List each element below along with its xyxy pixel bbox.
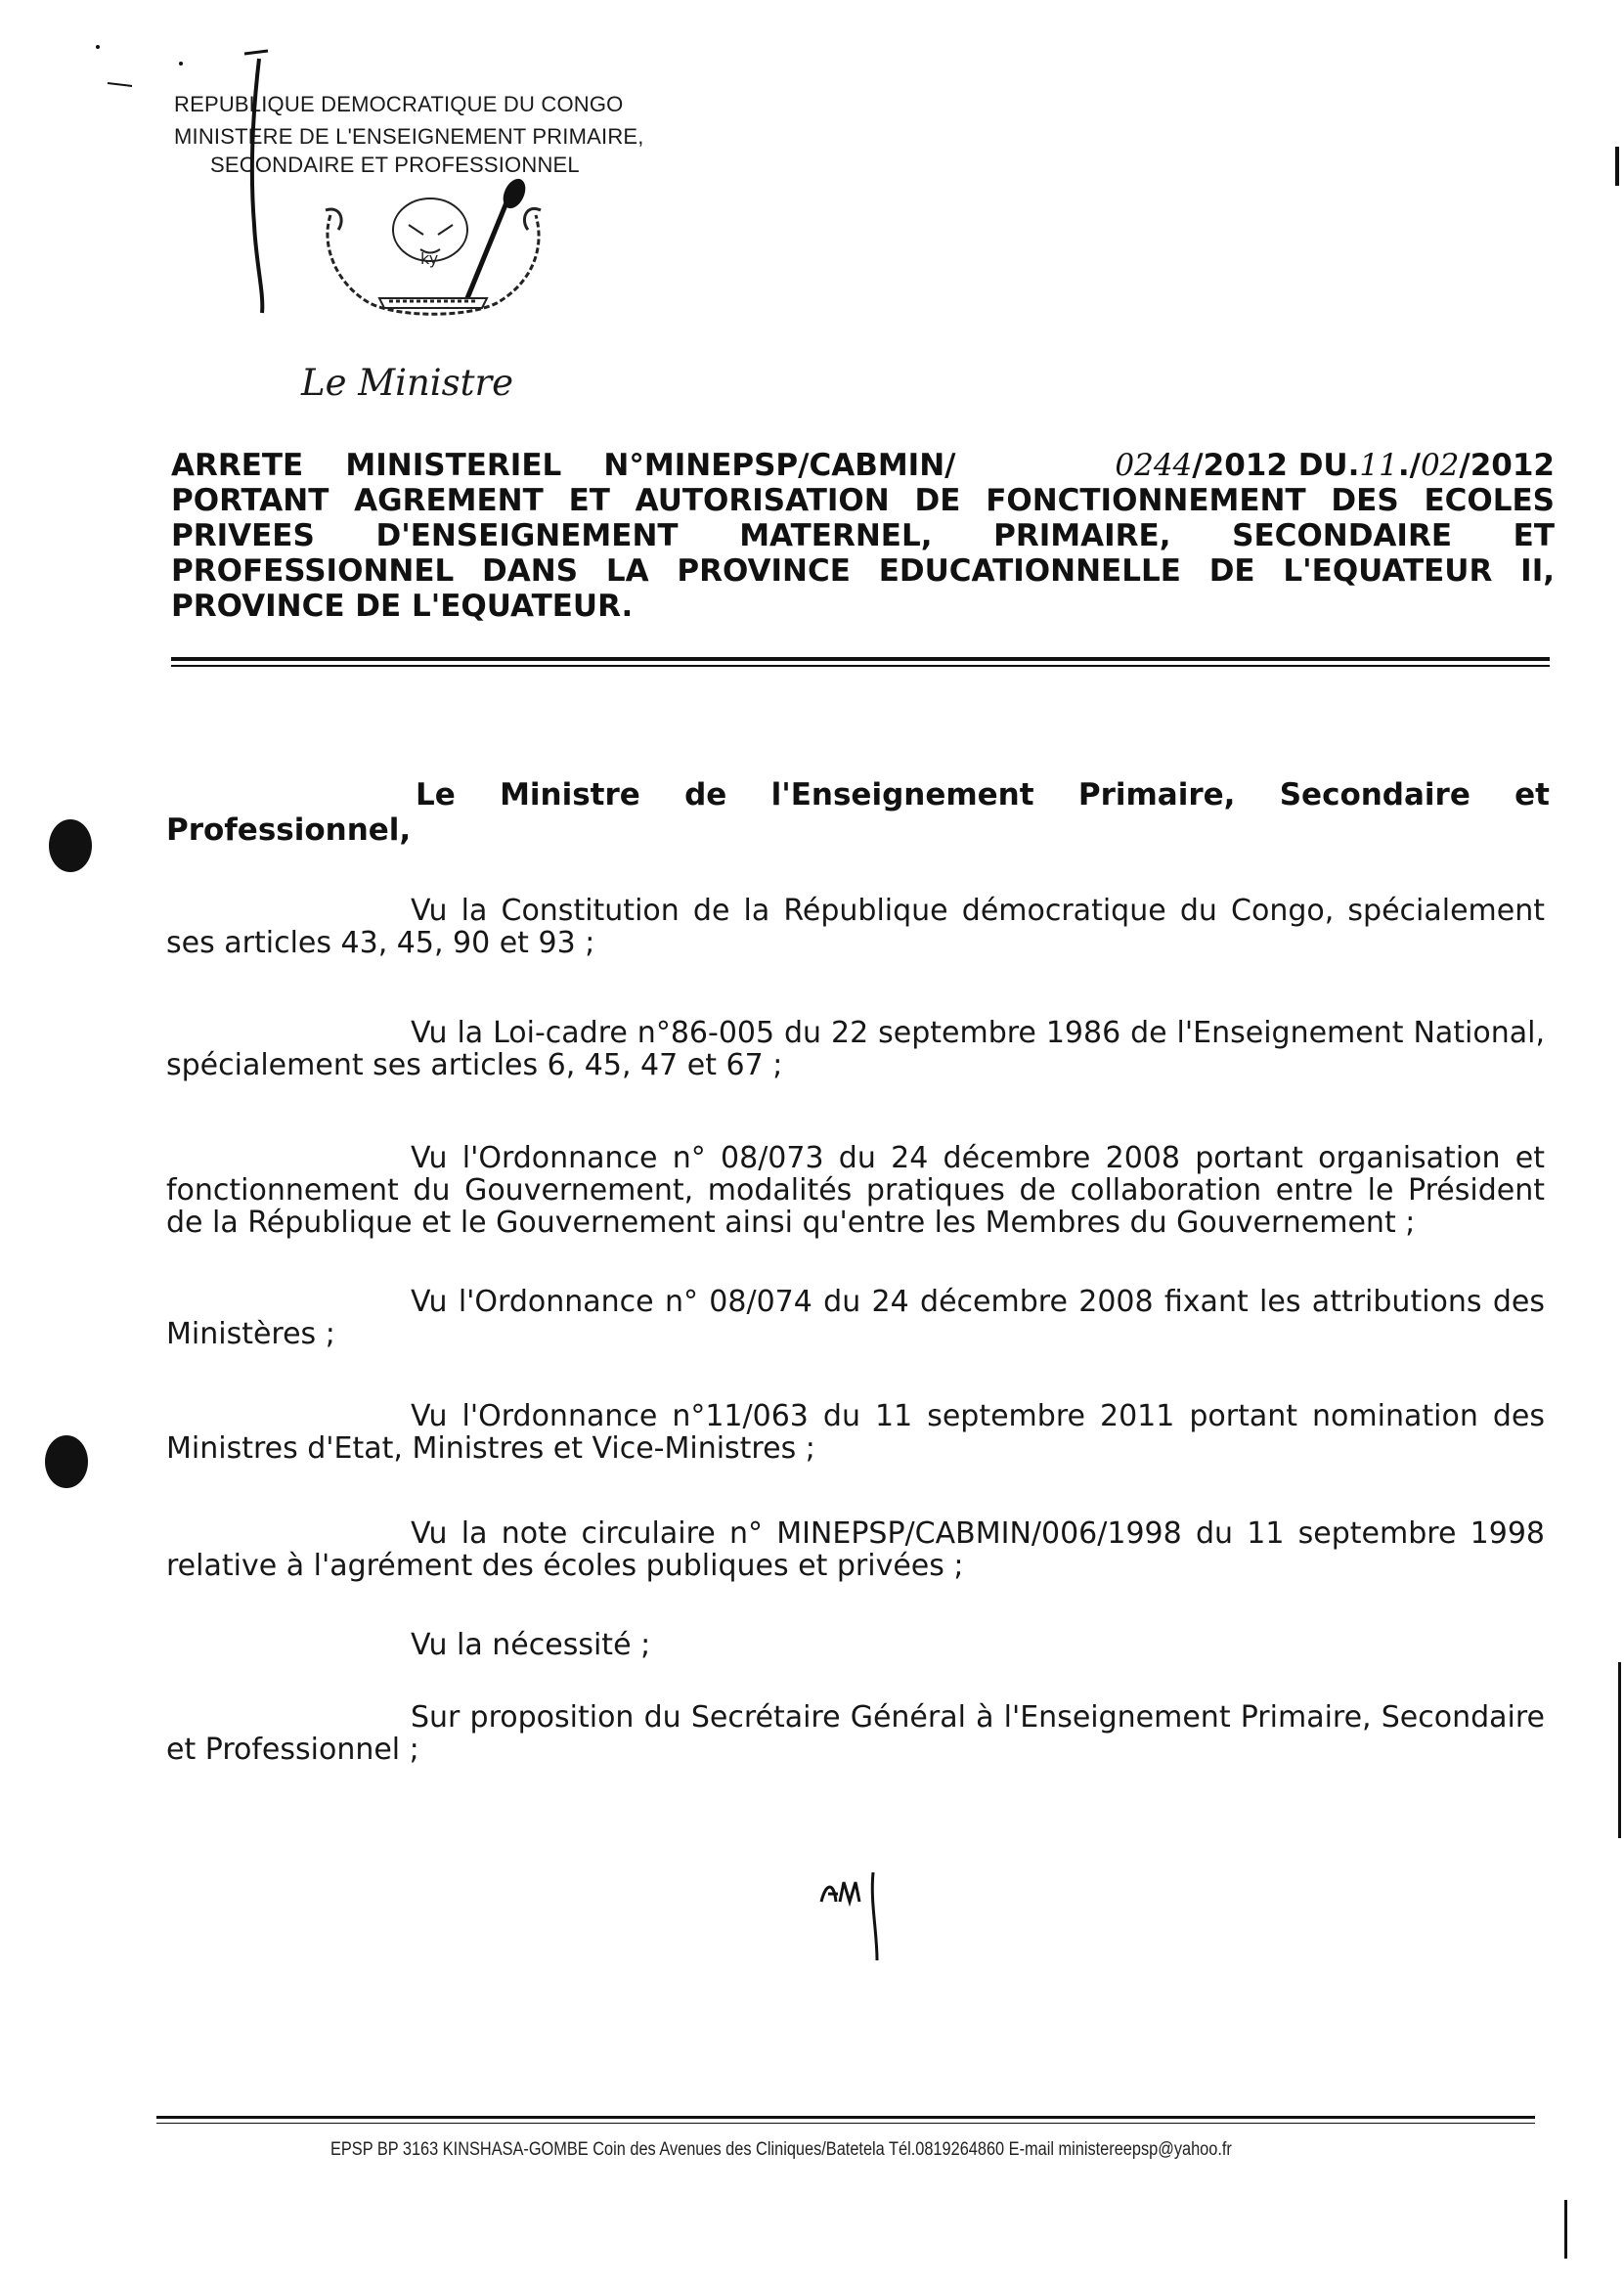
decree-title-line-3: PRIVEES D'ENSEIGNEMENT MATERNEL, PRIMAIRE, SECONDAIRE ET (171, 518, 1555, 553)
footer-address: EPSP BP 3163 KINSHASA-GOMBE Coin des Avenues des Cliniques/Batetela Tél.0819264860 E-mail ministereepsp@yahoo.fr (330, 2139, 1232, 2160)
paragraph-note-circulaire: Vu la note circulaire n° MINEPSP/CABMIN/006/1998 du 11 septembre 1998 relative à l'agrément des écoles publiques et privées ; (166, 1516, 1545, 1583)
scan-edge-mark (1618, 1662, 1621, 1838)
svg-text:ky: ky (420, 249, 439, 268)
coat-of-arms-icon (311, 176, 555, 323)
scan-edge-mark (1615, 147, 1619, 186)
paragraph-ordonnance-063: Vu l'Ordonnance n°11/063 du 11 septembre 2011 portant nomination des Ministres d'Etat, Ministres et Vice-Ministres ; (166, 1399, 1545, 1466)
decree-month-handwritten: 02 (1420, 448, 1460, 483)
handwritten-mark (59, 29, 293, 323)
paragraph-proposition: Sur proposition du Secrétaire Général à l'Enseignement Primaire, Secondaire et Professionnel ; (166, 1700, 1545, 1767)
scan-edge-mark (1564, 2200, 1567, 2259)
decree-year-prefix: /2012 DU. (1192, 448, 1360, 483)
decree-year: /2012 (1459, 448, 1555, 483)
decree-number-handwritten: 0244 (1115, 448, 1193, 483)
minister-intro: Le Ministre de l'Enseignement Primaire, Secondaire et Professionnel, (166, 777, 1550, 848)
footer-rule-secondary (156, 2123, 1535, 2124)
decree-day-handwritten: 11 (1359, 448, 1398, 483)
decree-title-line-4: PROFESSIONNEL DANS LA PROVINCE EDUCATIONNELLE DE L'EQUATEUR II, (171, 553, 1555, 589)
paragraph-loi-cadre: Vu la Loi-cadre n°86-005 du 22 septembre 1986 de l'Enseignement National, spécialement ses articles 6, 45, 47 et 67 ; (166, 1016, 1545, 1082)
paragraph-ordonnance-073: Vu l'Ordonnance n° 08/073 du 24 décembre 2008 portant organisation et fonctionnement du Gouvernement, modalités pratiques de collaboration entre le Président de la République et le Gouvernement ainsi qu'entre les Membres du Gouvernement ; (166, 1141, 1545, 1240)
decree-number-label: ARRETE MINISTERIEL N°MINEPSP/CABMIN/ (171, 448, 956, 483)
paragraph-necessite: Vu la nécessité ; (411, 1628, 651, 1662)
header-ministry: MINISTERE DE L'ENSEIGNEMENT PRIMAIRE, (174, 124, 644, 149)
footer-rule (156, 2116, 1535, 2119)
decree-title (171, 448, 1555, 624)
paragraph-constitution: Vu la Constitution de la République démocratique du Congo, spécialement ses articles 43, 45, 90 et 93 ; (166, 894, 1545, 960)
decree-date-separator: ./ (1397, 448, 1421, 483)
punch-hole (45, 1435, 88, 1488)
title-underline-secondary (171, 665, 1550, 667)
punch-hole (49, 819, 92, 872)
minister-label: Le Ministre (301, 362, 514, 404)
paragraph-ordonnance-074: Vu l'Ordonnance n° 08/074 du 24 décembre 2008 fixant les attributions des Ministères ; (166, 1285, 1545, 1351)
decree-title-line-1 (171, 448, 1555, 483)
decree-title-line-2: PORTANT AGREMENT ET AUTORISATION DE FONCTIONNEMENT DES ECOLES (171, 483, 1555, 518)
handwritten-initials (816, 1863, 895, 1970)
decree-title-line-5: PROVINCE DE L'EQUATEUR. (171, 589, 634, 624)
header-country: REPUBLIQUE DEMOCRATIQUE DU CONGO (174, 92, 624, 116)
title-underline (171, 657, 1550, 661)
header-ministry-cont: SECONDAIRE ET PROFESSIONNEL (210, 153, 580, 177)
